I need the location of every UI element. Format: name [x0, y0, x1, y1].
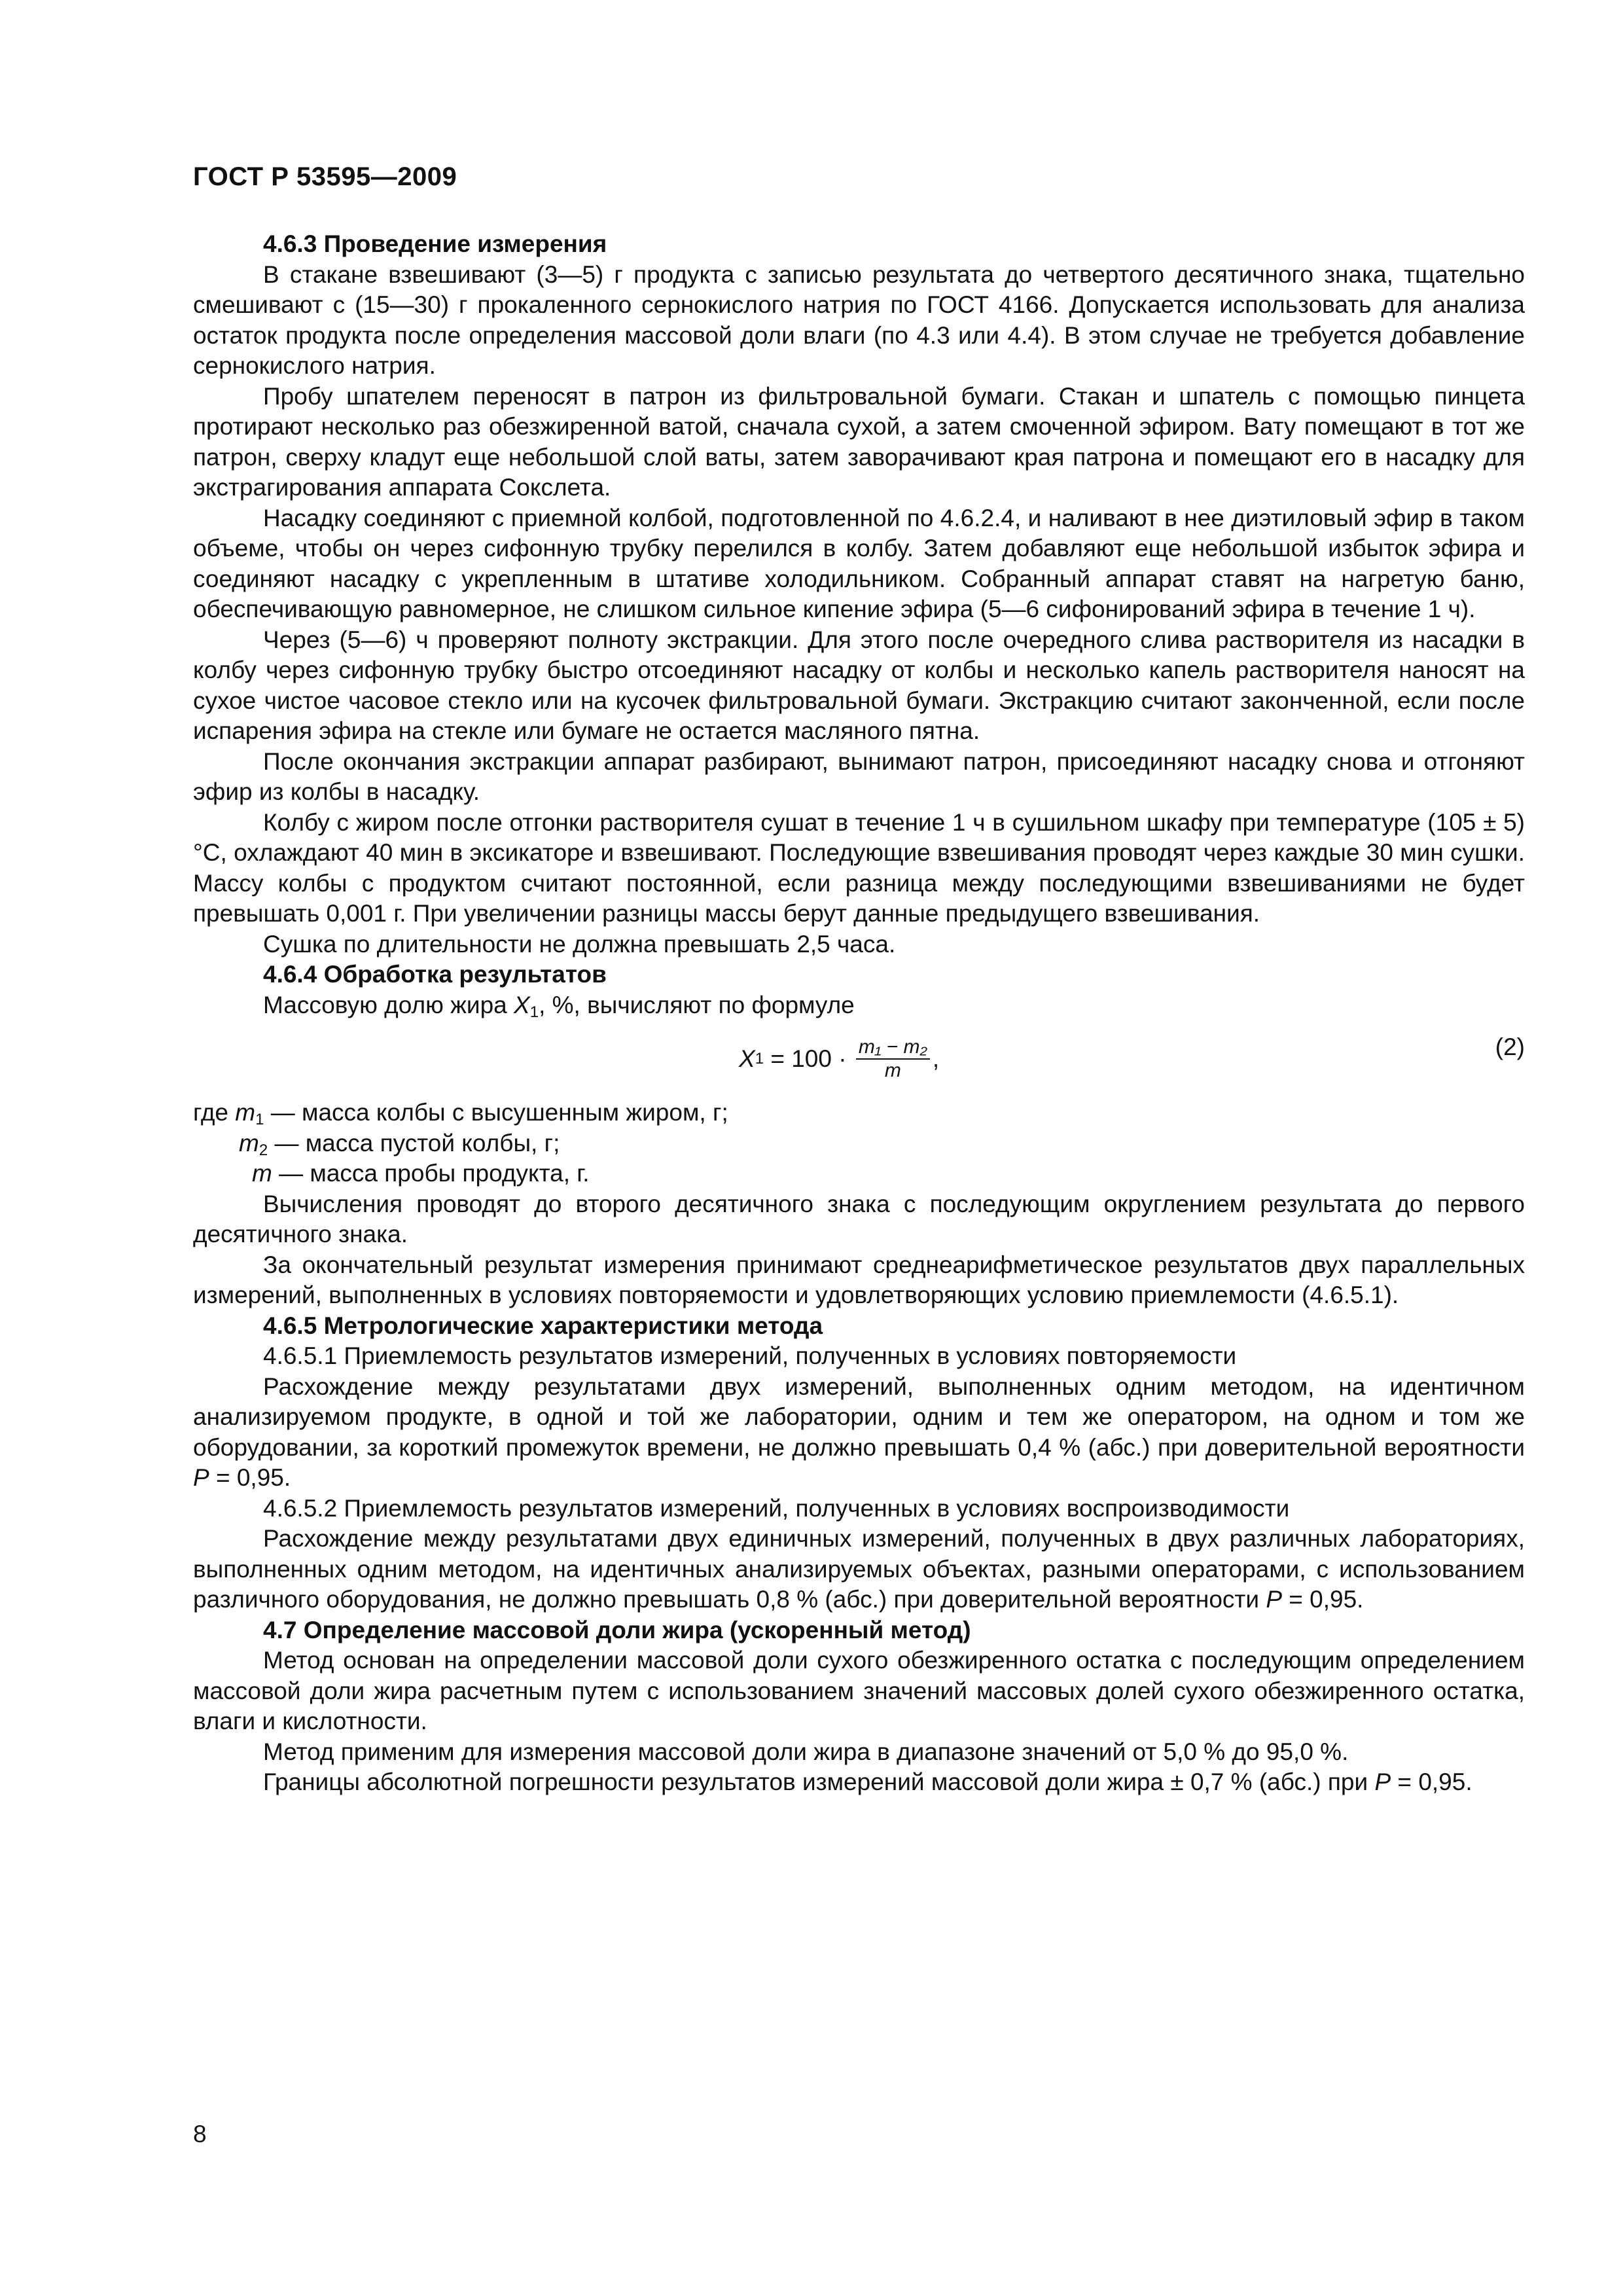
- equation-number: (2): [1495, 1033, 1525, 1060]
- paragraph: Сушка по длительности не должна превышать 2,5 часа.: [263, 930, 896, 958]
- paragraph: Колбу с жиром после отгонки растворителя сушат в течение 1 ч в сушильном шкафу при температуре (105 ± 5) °С, охлаждают 40 мин в эксикаторе и взвешивают. Последующие взвешивания проводят через каждые 30 мин сушки. Массу колбы с продуктом считают постоянной, если разница между последующими взвешиваниями не будет превышать 0,001 г. При увеличении разницы массы берут данные предыдущего взвешивания.: [193, 808, 1525, 927]
- paragraph: Метод основан на определении массовой доли сухого обезжиренного остатка с последующим определением массовой доли жира расчетным путем с использованием значений массовых долей сухого обезжиренного остатка, влаги и кислотности.: [193, 1647, 1525, 1734]
- formula: X 1 = 100 · $\frac{\text{m₁ − m₂}}{m}$ ,: [739, 1036, 940, 1081]
- page-number: 8: [193, 2121, 207, 2147]
- subsection-4-6-5-2-title: 4.6.5.2 Приемлемость результатов измерений, полученных в условиях воспроизводимости: [263, 1494, 1290, 1522]
- paragraph: Границы абсолютной погрешности результатов измерений массовой доли жира ± 0,7 % (абс.) при P = 0,95.: [263, 1768, 1472, 1795]
- variable-definition: m — масса пробы продукта, г.: [252, 1160, 590, 1187]
- section-4-6-4-title: 4.6.4 Обработка результатов: [263, 961, 607, 988]
- variable-definition: где $m_1$ — масса колбы с высушенным жиром, г;: [193, 1099, 728, 1128]
- paragraph: Расхождение между результатами двух измерений, выполненных одним методом, на идентичном анализируемом продукте, в одной и той же лаборатории, одним и тем же оператором, на одном и том же оборудовании, за короткий промежуток времени, не должно превышать 0,4 % (абс.) при доверительной вероятности P = 0,95.: [193, 1372, 1525, 1491]
- document-header: ГОСТ Р 53595—2009: [193, 162, 457, 191]
- paragraph: В стакане взвешивают (3—5) г продукта с записью результата до четвертого десятичного знака, тщательно смешивают с (15—30) г прокаленного сернокислого натрия по ГОСТ 4166. Допускается использовать для анализа остаток продукта после определения массовой доли влаги (по 4.3 или 4.4). В этом случае не требуется добавление сернокислого натрия.: [193, 260, 1525, 379]
- paragraph: Пробу шпателем переносят в патрон из фильтровальной бумаги. Стакан и шпатель с помощью пинцета протирают несколько раз обезжиренной ватой, сначала сухой, а затем смоченной эфиром. Вату помещают в тот же патрон, сверху кладут еще небольшой слой ваты, затем заворачивают края патрона и помещают его в насадку для экстрагирования аппарата Сокслета.: [193, 382, 1525, 501]
- paragraph: Вычисления проводят до второго десятичного знака с последующим округлением результата до первого десятичного знака.: [193, 1190, 1525, 1247]
- paragraph: Расхождение между результатами двух единичных измерений, полученных в двух различных лабораториях, выполненных одним методом, на идентичных анализируемых объектах, разными операторами, с использованием различного оборудования, не должно превышать 0,8 % (абс.) при доверительной вероятности P = 0,95.: [193, 1525, 1525, 1613]
- formula-block: [193, 1024, 1525, 1095]
- section-4-7-title: 4.7 Определение массовой доли жира (ускоренный метод): [263, 1616, 971, 1643]
- formula-intro: Массовую долю жира $X_1$, %, вычисляют по формуле: [263, 991, 855, 1021]
- section-4-6-5-title: 4.6.5 Метрологические характеристики метода: [263, 1312, 823, 1339]
- paragraph: За окончательный результат измерения принимают среднеарифметическое результатов двух параллельных измерений, выполненных в условиях повторяемости и удовлетворяющих условию приемлемости (4.6.5.1).: [193, 1251, 1525, 1308]
- subsection-4-6-5-1-title: 4.6.5.1 Приемлемость результатов измерений, полученных в условиях повторяемости: [263, 1342, 1237, 1369]
- paragraph: Насадку соединяют с приемной колбой, подготовленной по 4.6.2.4, и наливают в нее диэтиловый эфир в таком объеме, чтобы он через сифонную трубку перелился в колбу. Затем добавляют еще небольшой избыток эфира и соединяют насадку с укрепленным в штативе холодильником. Собранный аппарат ставят на нагретую баню, обеспечивающую равномерное, не слишком сильное кипение эфира (5—6 сифонирований эфира в течение 1 ч).: [193, 504, 1525, 622]
- page-body: [193, 157, 1525, 1798]
- paragraph: После окончания экстракции аппарат разбирают, вынимают патрон, присоединяют насадку снова и отгоняют эфир из колбы в насадку.: [193, 747, 1525, 805]
- variable-definition: $m_2$ — масса пустой колбы, г;: [239, 1129, 560, 1159]
- section-4-6-3-title: 4.6.3 Проведение измерения: [263, 230, 607, 257]
- formula-fraction: $\frac{\text{m₁ − m₂}}{m}$: [856, 1036, 930, 1082]
- paragraph: Через (5—6) ч проверяют полноту экстракции. Для этого после очередного слива растворителя из насадки в колбу через сифонную трубку быстро отсоединяют насадку от колбы и несколько капель растворителя наносят на сухое чистое часовое стекло или на кусочек фильтровальной бумаги. Экстракцию считают законченной, если после испарения эфира на стекле или бумаге не остается масляного пятна.: [193, 626, 1525, 744]
- paragraph: Метод применим для измерения массовой доли жира в диапазоне значений от 5,0 % до 95,0 %.: [263, 1738, 1349, 1765]
